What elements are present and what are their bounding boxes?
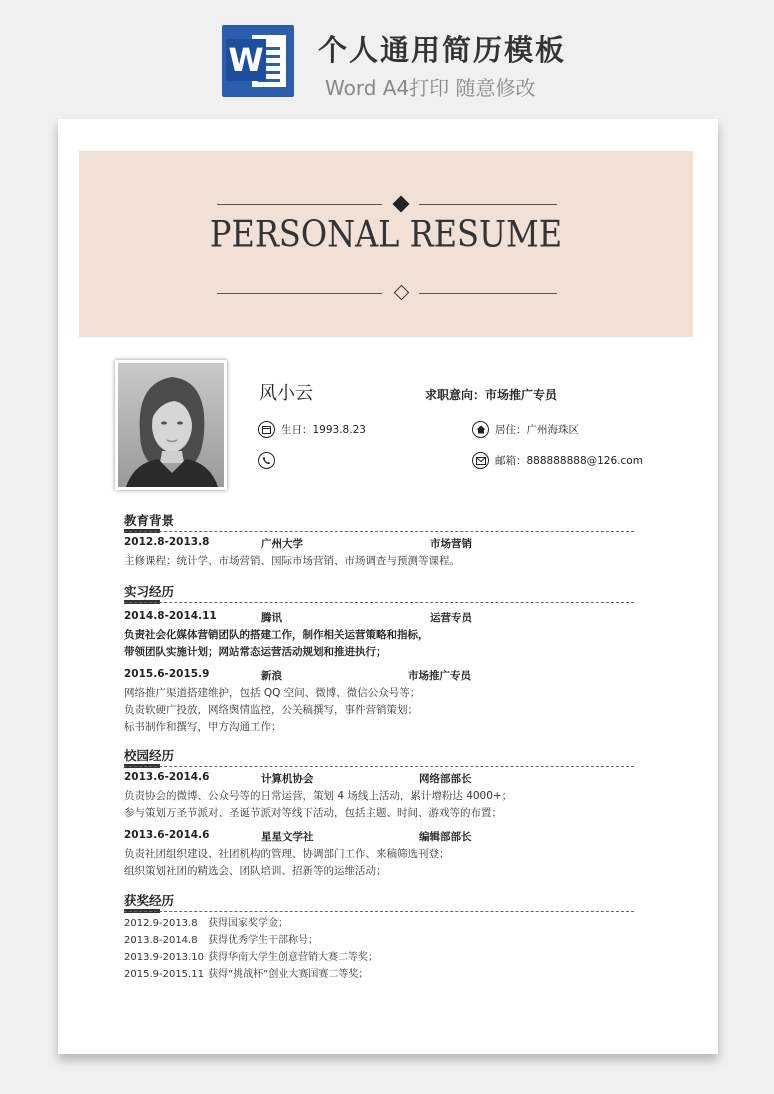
diamond-ornament-icon bbox=[393, 196, 410, 213]
campus-row: 2013.6-2014.6 计算机协会 网络部部长 bbox=[124, 771, 472, 785]
award-row: 2013.8-2014.8 获得优秀学生干部称号； bbox=[124, 935, 318, 946]
resume-paper bbox=[58, 119, 718, 1054]
section-title: 获奖经历 bbox=[124, 893, 175, 908]
page-header bbox=[0, 0, 774, 118]
internship-row: 2014.8-2014.11 腾讯 运营专员 bbox=[124, 610, 472, 624]
campus-line: 组织策划社团的精选会、团队培训、招新等的运维活动； bbox=[124, 865, 387, 877]
section-campus bbox=[124, 746, 634, 880]
section-awards bbox=[124, 891, 634, 983]
diamond-outline-icon bbox=[394, 285, 410, 301]
internship-line: 负责社会化媒体营销团队的搭建工作，制作相关运营策略和指标， bbox=[124, 629, 429, 641]
internship-line: 负责软硬广投放，网络舆情监控，公关稿撰写，事件营销策划； bbox=[124, 704, 418, 716]
internship-line: 标书制作和撰写，甲方沟通工作； bbox=[124, 721, 282, 733]
phone-info bbox=[258, 452, 281, 469]
campus-row: 2013.6-2014.6 星星文学社 编辑部部长 bbox=[124, 829, 472, 843]
campus-line: 负责社团组织建设、社团机构的管理、协调部门工作、来稿筛选刊登； bbox=[124, 848, 450, 860]
resume-banner bbox=[79, 151, 693, 337]
campus-line: 参与策划万圣节派对、圣诞节派对等线下活动，包括主题、时间、游戏等的布置； bbox=[124, 807, 502, 819]
mail-icon bbox=[472, 452, 489, 469]
section-education bbox=[124, 511, 634, 570]
resume-title: PERSONAL RESUME bbox=[209, 212, 563, 256]
page-title: 个人通用简历模板 bbox=[318, 33, 567, 67]
internship-row: 2015.6-2015.9 新浪 市场推广专员 bbox=[124, 668, 471, 682]
home-icon bbox=[472, 421, 489, 438]
internship-line: 带领团队实施计划；网站常态运营活动规划和推进执行； bbox=[124, 646, 387, 658]
candidate-name: 风小云 bbox=[259, 383, 313, 404]
award-row: 2015.9-2015.11 获得“挑战杯”创业大赛国赛二等奖； bbox=[124, 969, 369, 980]
residence-info: 居住：广州海珠区 bbox=[472, 421, 579, 438]
internship-line: 网络推广渠道搭建维护，包括 QQ 空间、微博、微信公众号等； bbox=[124, 687, 421, 699]
education-courses: 主修课程：统计学、市场营销、国际市场营销、市场调查与预测等课程。 bbox=[124, 555, 460, 567]
avatar-photo bbox=[115, 360, 227, 490]
section-title: 实习经历 bbox=[124, 584, 175, 599]
award-row: 2013.9-2013.10 获得华南大学生创意营销大赛二等奖； bbox=[124, 952, 378, 963]
section-title: 校园经历 bbox=[124, 748, 175, 763]
phone-icon bbox=[258, 452, 275, 469]
award-row: 2012.9-2013.8 获得国家奖学金； bbox=[124, 918, 288, 929]
page-subtitle: Word A4打印 随意修改 bbox=[325, 76, 536, 100]
education-row: 2012.8-2013.8 广州大学 市场营销 bbox=[124, 536, 472, 550]
section-internship bbox=[124, 582, 634, 736]
calendar-icon bbox=[258, 421, 275, 438]
email-info: 邮箱：888888888@126.com bbox=[472, 452, 643, 469]
campus-line: 负责协会的微博、公众号等的日常运营，策划 4 场线上活动，累计增粉达 4000+； bbox=[124, 790, 513, 802]
section-title: 教育背景 bbox=[124, 513, 175, 528]
word-icon: W bbox=[222, 25, 294, 97]
job-intent: 求职意向：市场推广专员 bbox=[425, 388, 558, 402]
birth-info: 生日：1993.8.23 bbox=[258, 421, 366, 438]
